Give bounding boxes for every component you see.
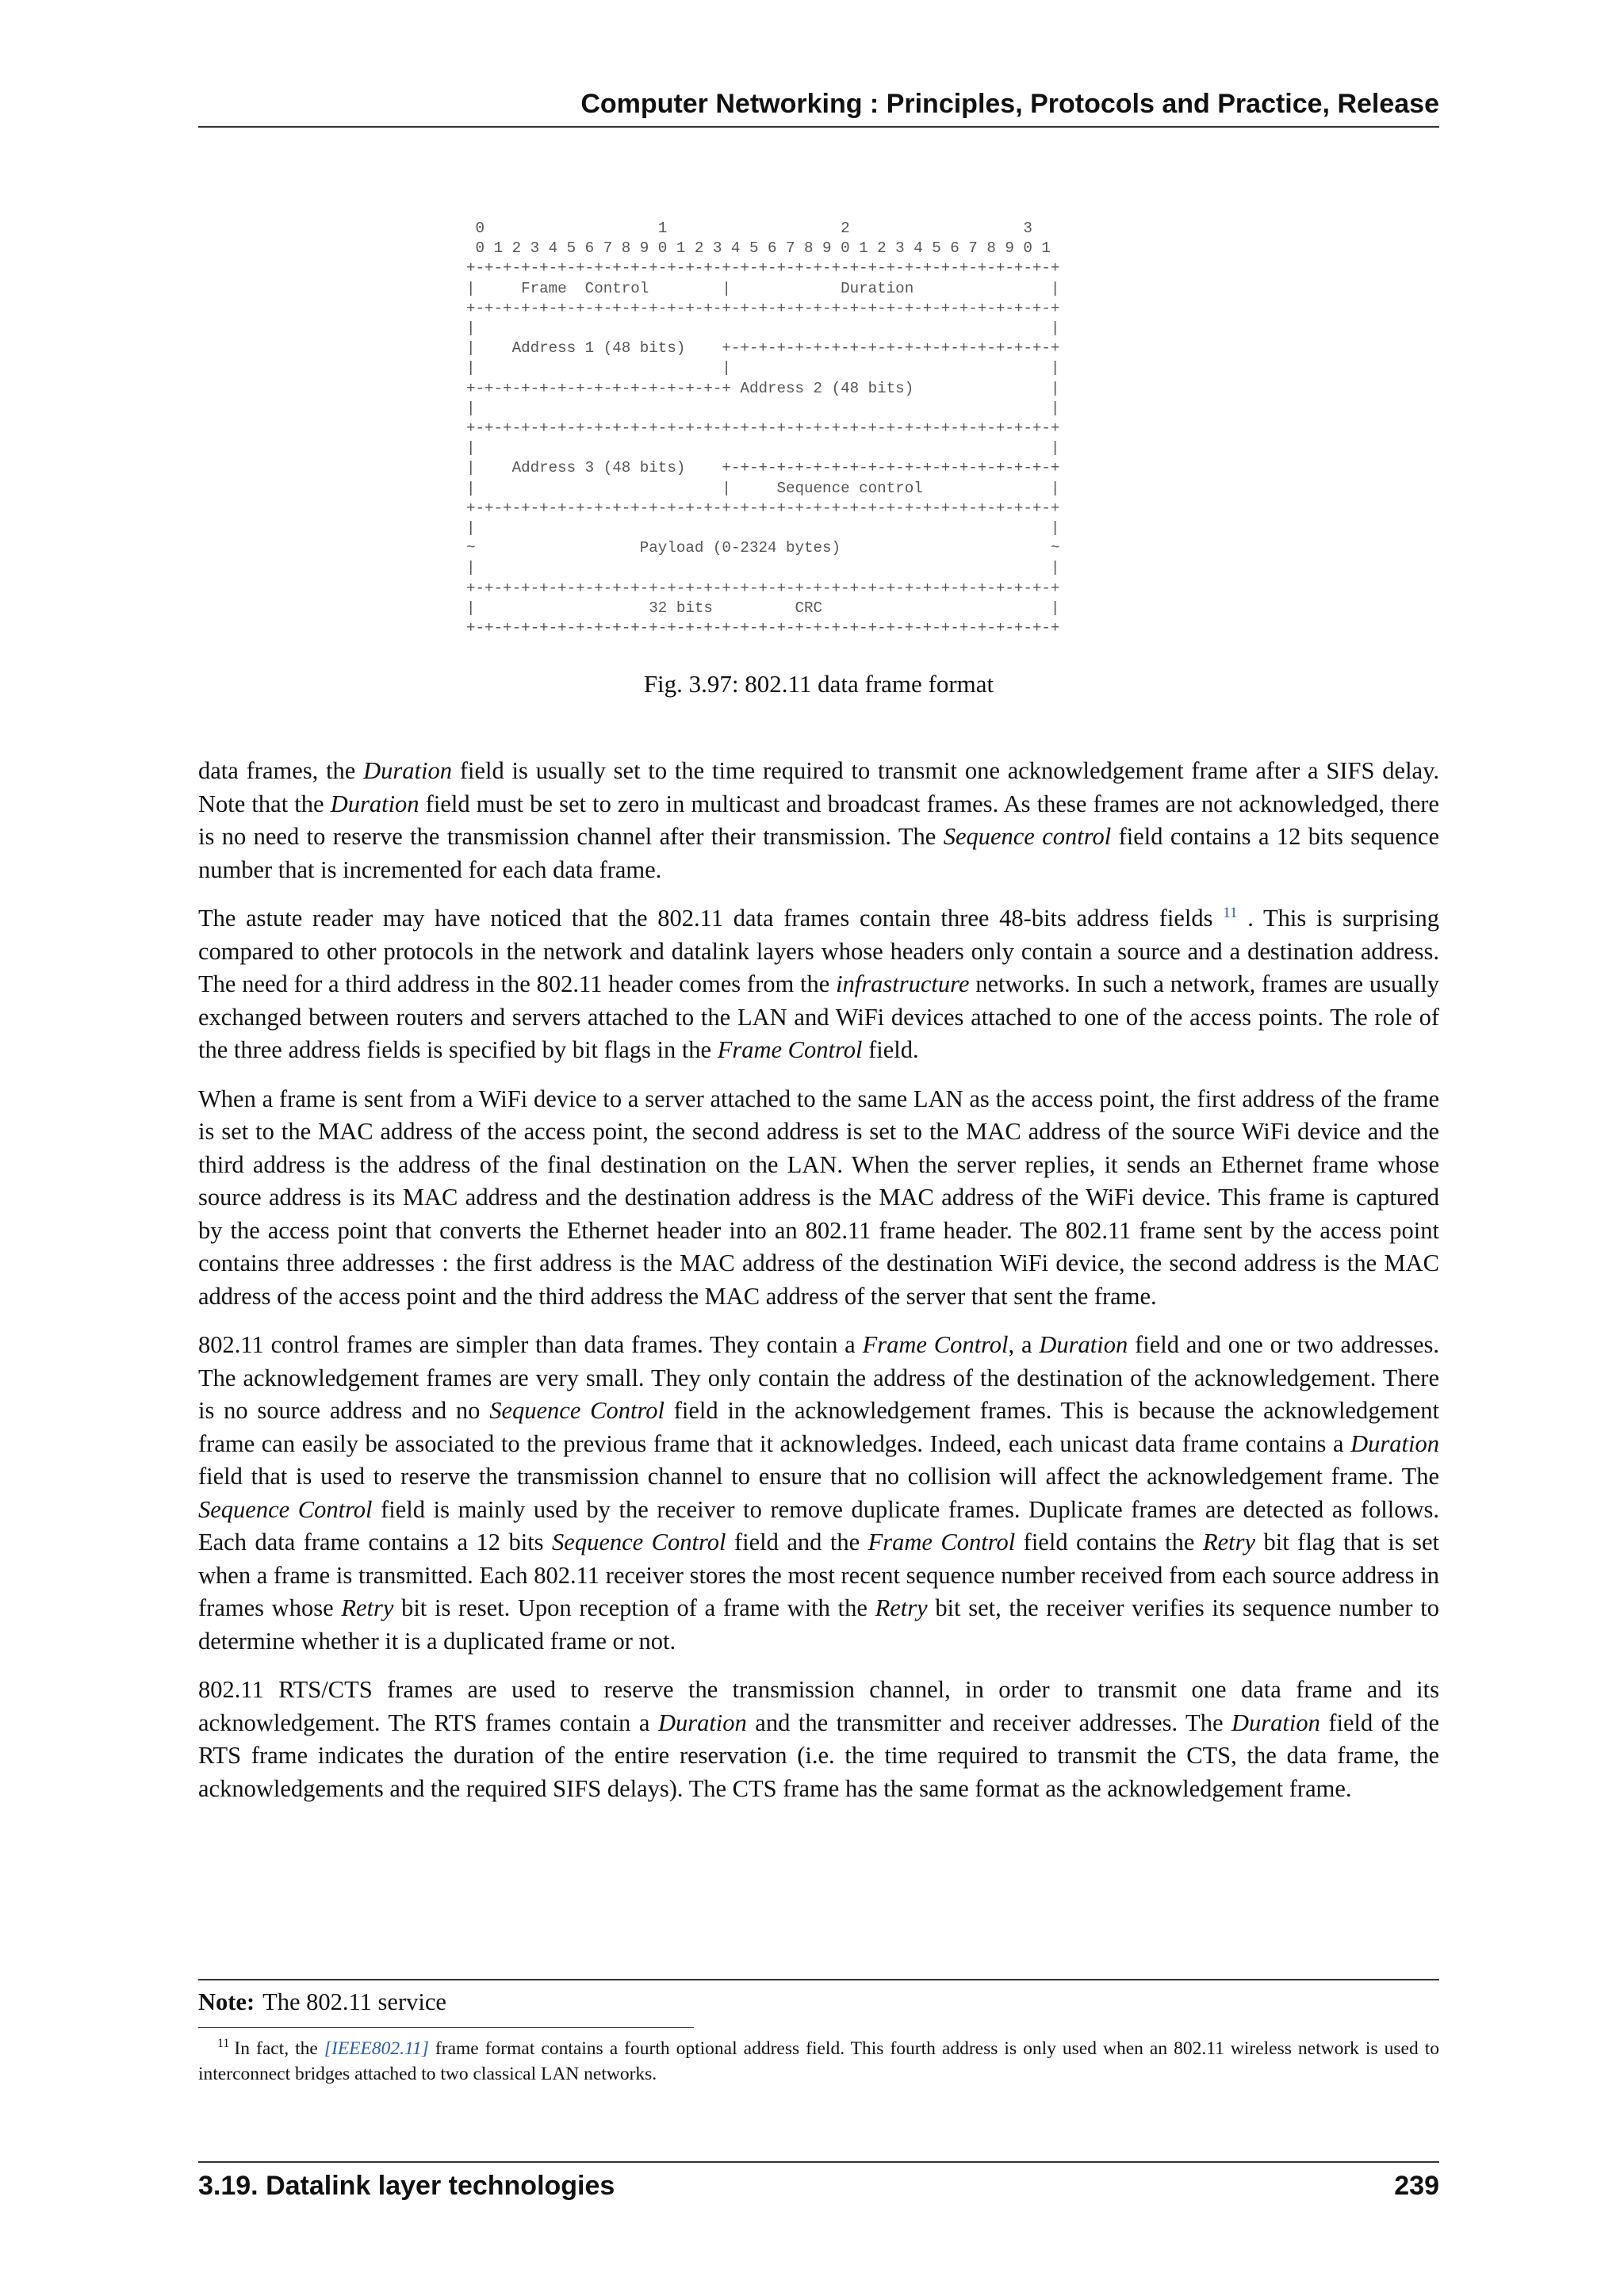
text-run: bit flag that is set when a frame is transmitted. Each 802.11 receiver stores the most recent sequence number received from each source address in frames whose xyxy=(198,1529,1440,1621)
text-run: field. xyxy=(862,1036,919,1063)
text-run: field contains a 12 bits sequence number that is incremented for each data frame. xyxy=(198,823,1439,883)
emphasis-term: Retry xyxy=(1202,1529,1255,1556)
emphasis-term: Duration xyxy=(330,790,419,817)
text-run: bit set, the receiver verifies its sequence number to determine whether it is a duplicated frame or not. xyxy=(198,1594,1439,1655)
text-run: The astute reader may have noticed that the 802.11 data frames contain three 48-bits address fields xyxy=(198,905,1224,932)
text-run: field contains the xyxy=(1015,1529,1203,1556)
text-run: field must be set to zero in multicast and broadcast frames. As these frames are not acknowledged, there is no need to reserve the transmission channel after their transmission. The xyxy=(198,790,1439,850)
page-footer xyxy=(198,2171,1439,2202)
paragraph xyxy=(198,1329,1439,1658)
emphasis-term: Duration xyxy=(363,757,452,784)
emphasis-term: Sequence Control xyxy=(552,1529,726,1556)
emphasis-term: Duration xyxy=(657,1709,747,1736)
footer-divider xyxy=(198,2161,1439,2163)
note-divider xyxy=(198,1979,1439,1980)
text-run: . This is surprising compared to other protocols in the network and datalink layers whose headers only contain a source and a destination address. The need for a third address in the 802.11 header comes from the xyxy=(198,905,1439,997)
text-run: data frames, the xyxy=(198,757,364,784)
emphasis-term: Duration xyxy=(1231,1709,1320,1736)
document-page xyxy=(198,0,1439,2296)
paragraph xyxy=(198,755,1439,886)
text-run: 802.11 control frames are simpler than data frames. They contain a xyxy=(198,1331,863,1358)
text-run: , a xyxy=(1008,1331,1040,1358)
text-run: field of the RTS frame indicates the duration of the entire reservation (i.e. the time required to transmit the CTS, the data frame, the acknowledgements and the required SIFS delays). The CTS frame has the same format as the acknowledgement frame. xyxy=(198,1709,1439,1802)
note-text: The 802.11 service xyxy=(262,1988,446,2015)
body-text xyxy=(198,755,1439,1821)
emphasis-term: Frame Control xyxy=(717,1036,863,1063)
text-run: 802.11 RTS/CTS frames are used to reserve the transmission channel, in order to transmit one data frame and its acknowledgement. The RTS frames contain a xyxy=(198,1676,1439,1736)
text-run: field and the xyxy=(726,1529,868,1556)
text-run: field that is used to reserve the transmission channel to ensure that no collision will affect the acknowledgement frame. The xyxy=(198,1463,1439,1490)
emphasis-term: Retry xyxy=(341,1594,394,1621)
text-run: field in the acknowledgement frames. This is because the acknowledgement frame can easily be associated to the previous frame that it acknowledges. Indeed, each unicast data frame contains a xyxy=(198,1397,1439,1457)
emphasis-term: Duration xyxy=(1350,1429,1439,1457)
footnote-text-after: frame format contains a fourth optional address field. This fourth address is only used when an 802.11 wireless network is used to interconnect bridges attached to two classical LAN networks. xyxy=(198,2038,1439,2084)
footnote-citation-link[interactable]: [IEEE802.11] xyxy=(324,2038,429,2059)
figure-caption: Fig. 3.97: 802.11 data frame format xyxy=(643,670,994,698)
running-header: Computer Networking : Principles, Protocols and Practice, Release xyxy=(198,89,1439,128)
note-label: Note: xyxy=(198,1988,255,2015)
paragraph xyxy=(198,1083,1439,1314)
text-run: and the transmitter and receiver addresses. The xyxy=(746,1709,1232,1736)
emphasis-term: Duration xyxy=(1039,1331,1128,1358)
note xyxy=(198,1988,446,2016)
emphasis-term: Frame Control xyxy=(862,1331,1009,1358)
emphasis-term: Sequence control xyxy=(943,823,1112,850)
footnote xyxy=(198,2036,1439,2087)
text-run: field and one or two addresses. The acknowledgement frames are very small. They only contain the address of the destination of the acknowledgement. There is no source address and no xyxy=(198,1331,1439,1424)
page-number: 239 xyxy=(1394,2171,1439,2201)
paragraph xyxy=(198,902,1439,1067)
footnote-divider xyxy=(198,2027,694,2028)
paragraph xyxy=(198,1674,1439,1805)
frame-format-figure xyxy=(466,219,1069,638)
footnote-ref-link[interactable]: 11 xyxy=(1223,904,1238,921)
frame-format-diagram: 0 1 2 3 0 1 2 3 4 5 6 7 8 9 0 1 2 3 4 5 6 7 8 9 0 1 2 3 4 5 6 7 8 9 0 1 +-+-+-+-+-+-+-+-+-+-+-+-+-+-+-+-+-+-+-+-+-+-+-+-+-+-+-+-+-+-+-+-+ | Frame Control | Duration | +-+-+-+-+-+-+-+-+-+-+-+-+-+-+-+-+-+-+-+-+-+-+-+-+-+-+-+-+-+-+-+-+ | | | Address 1 (48 bits) +-+-+-+-+-+-+-+-+-+-+-+-+-+-+-+-+-+-+ | | | +-+-+-+-+-+-+-+-+-+-+-+-+-+-+ Address 2 (48 bits) | | | +-+-+-+-+-+-+-+-+-+-+-+-+-+-+-+-+-+-+-+-+-+-+-+-+-+-+-+-+-+-+-+-+ | | | Address 3 (48 bits) +-+-+-+-+-+-+-+-+-+-+-+-+-+-+-+-+-+-+ | | Sequence control | +-+-+-+-+-+-+-+-+-+-+-+-+-+-+-+-+-+-+-+-+-+-+-+-+-+-+-+-+-+-+-+-+ | | ~ Payload (0-2324 bytes) ~ | | +-+-+-+-+-+-+-+-+-+-+-+-+-+-+-+-+-+-+-+-+-+-+-+-+-+-+-+-+-+-+-+-+ | 32 bits CRC | +-+-+-+-+-+-+-+-+-+-+-+-+-+-+-+-+-+-+-+-+-+-+-+-+-+-+-+-+-+-+-+-+ xyxy=(466,220,1060,637)
text-run: field is usually set to the time required to transmit one acknowledgement frame after a SIFS delay. Note that the xyxy=(198,757,1439,817)
text-run: When a frame is sent from a WiFi device to a server attached to the same LAN as the access point, the first address of the frame is set to the MAC address of the access point, the second address is set to the MAC address of the source WiFi device and the third address is the address of the final destination on the LAN. When the server replies, it sends an Ethernet frame whose source address is its MAC address and the destination address is the MAC address of the WiFi device. This frame is captured by the access point that converts the Ethernet header into an 802.11 frame header. The 802.11 frame sent by the access point contains three addresses : the first address is the MAC address of the destination WiFi device, the second address is the MAC address of the access point and the third address the MAC address of the server that sent the frame. xyxy=(198,1085,1439,1310)
emphasis-term: Sequence Control xyxy=(198,1495,373,1523)
emphasis-term: Sequence Control xyxy=(489,1397,665,1424)
footer-section-title: 3.19. Datalink layer technologies xyxy=(198,2171,615,2201)
text-run: bit is reset. Upon reception of a frame with the xyxy=(393,1594,875,1621)
text-run: field is mainly used by the receiver to remove duplicate frames. Duplicate frames are detected as follows. Each data frame contains a 12 bits xyxy=(198,1495,1439,1556)
emphasis-term: infrastructure xyxy=(836,970,970,997)
emphasis-term: Retry xyxy=(875,1594,928,1621)
footnote-text-before: In fact, the xyxy=(234,2038,324,2059)
footnote-number: 11 xyxy=(217,2037,230,2051)
emphasis-term: Frame Control xyxy=(868,1529,1016,1556)
text-run: networks. In such a network, frames are usually exchanged between routers and servers attached to the LAN and WiFi devices attached to one of the access points. The role of the three address fields is specified by bit flags in the xyxy=(198,970,1439,1063)
